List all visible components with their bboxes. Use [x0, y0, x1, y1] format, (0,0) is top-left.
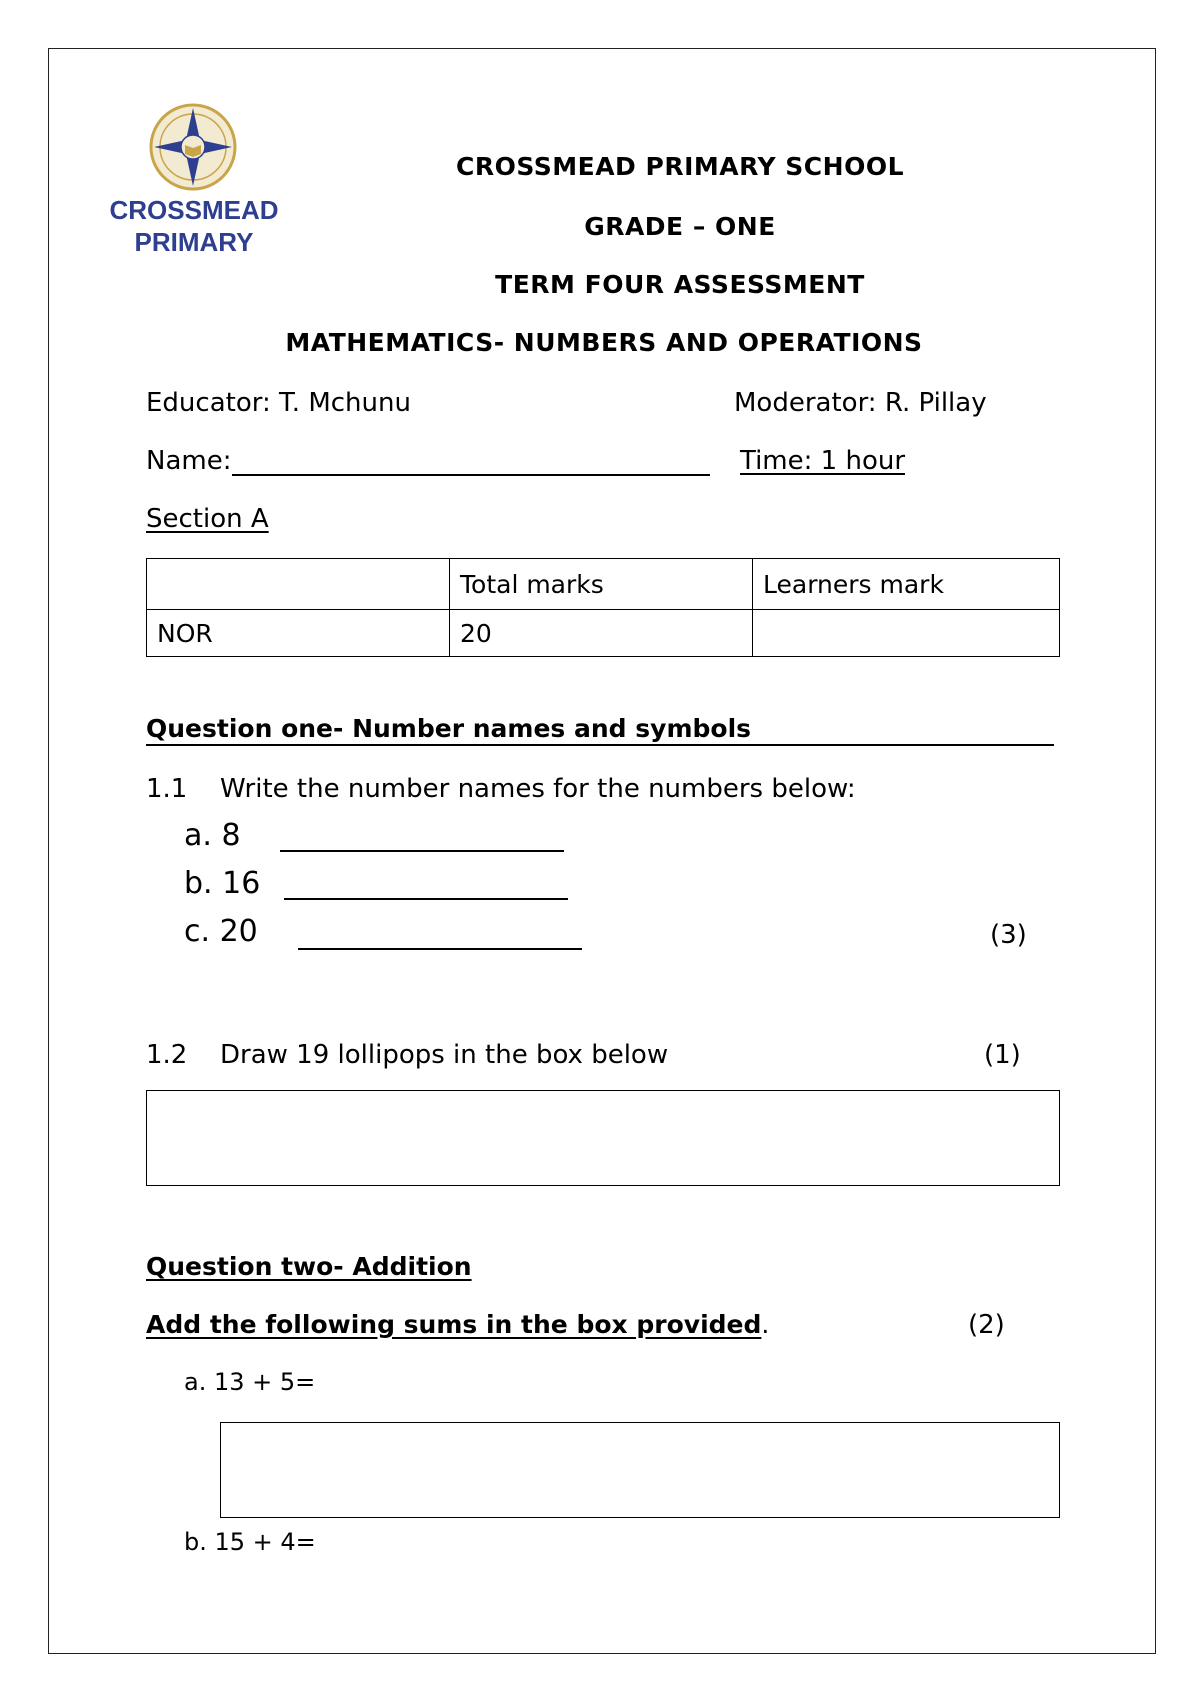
table-row [147, 610, 1060, 657]
grade-title: GRADE – ONE [584, 212, 776, 241]
sum-item: a. 13 + 5= [184, 1368, 316, 1396]
learners-mark-cell[interactable] [753, 610, 1060, 657]
answer-line[interactable] [284, 898, 568, 900]
answer-line[interactable] [280, 850, 564, 852]
question-two-marks: (2) [968, 1310, 1005, 1340]
q1-1-item: b. 16 [184, 866, 261, 901]
logo-line-1: CROSSMEAD [109, 195, 279, 225]
subject-title: MATHEMATICS- NUMBERS AND OPERATIONS [285, 328, 923, 357]
table-header-cell: Learners mark [753, 559, 1060, 610]
answer-line[interactable] [298, 948, 582, 950]
table-header-row [147, 559, 1060, 610]
q1-2-marks: (1) [984, 1040, 1021, 1070]
question-two-instruction-end: . [761, 1310, 770, 1339]
q1-1-item: c. 20 [184, 914, 258, 949]
q1-1-number: 1.1 [146, 774, 188, 804]
time-label: Time: 1 hour [740, 446, 906, 476]
q1-2-text: Draw 19 lollipops in the box below [220, 1040, 669, 1070]
name-label: Name: [146, 446, 232, 476]
school-name: CROSSMEAD PRIMARY SCHOOL [456, 152, 904, 181]
q1-1-item: a. 8 [184, 818, 241, 853]
question-one-underline [146, 744, 1054, 746]
table-header-cell [147, 559, 450, 610]
educator-label: Educator: T. Mchunu [146, 388, 411, 418]
table-header-cell: Total marks [450, 559, 753, 610]
q1-1-text: Write the number names for the numbers below: [220, 774, 856, 804]
term-title: TERM FOUR ASSESSMENT [495, 270, 865, 299]
logo-line-2: PRIMARY [134, 227, 254, 257]
q1-2-number: 1.2 [146, 1040, 188, 1070]
question-two-instruction-line [146, 1310, 769, 1339]
question-one-title: Question one- Number names and symbols [146, 714, 752, 743]
sum-item: b. 15 + 4= [184, 1528, 316, 1556]
q1-1-marks: (3) [990, 920, 1027, 950]
question-two-instruction: Add the following sums in the box provided [146, 1310, 762, 1339]
sum-answer-box[interactable] [220, 1422, 1060, 1518]
section-title: Section A [146, 504, 269, 534]
moderator-label: Moderator: R. Pillay [734, 388, 987, 418]
table-cell: 20 [450, 610, 753, 657]
name-input-line[interactable] [232, 474, 710, 476]
question-two-title: Question two- Addition [146, 1252, 472, 1281]
table-cell: NOR [147, 610, 450, 657]
lollipop-drawing-box[interactable] [146, 1090, 1060, 1186]
marks-table [146, 558, 1060, 657]
